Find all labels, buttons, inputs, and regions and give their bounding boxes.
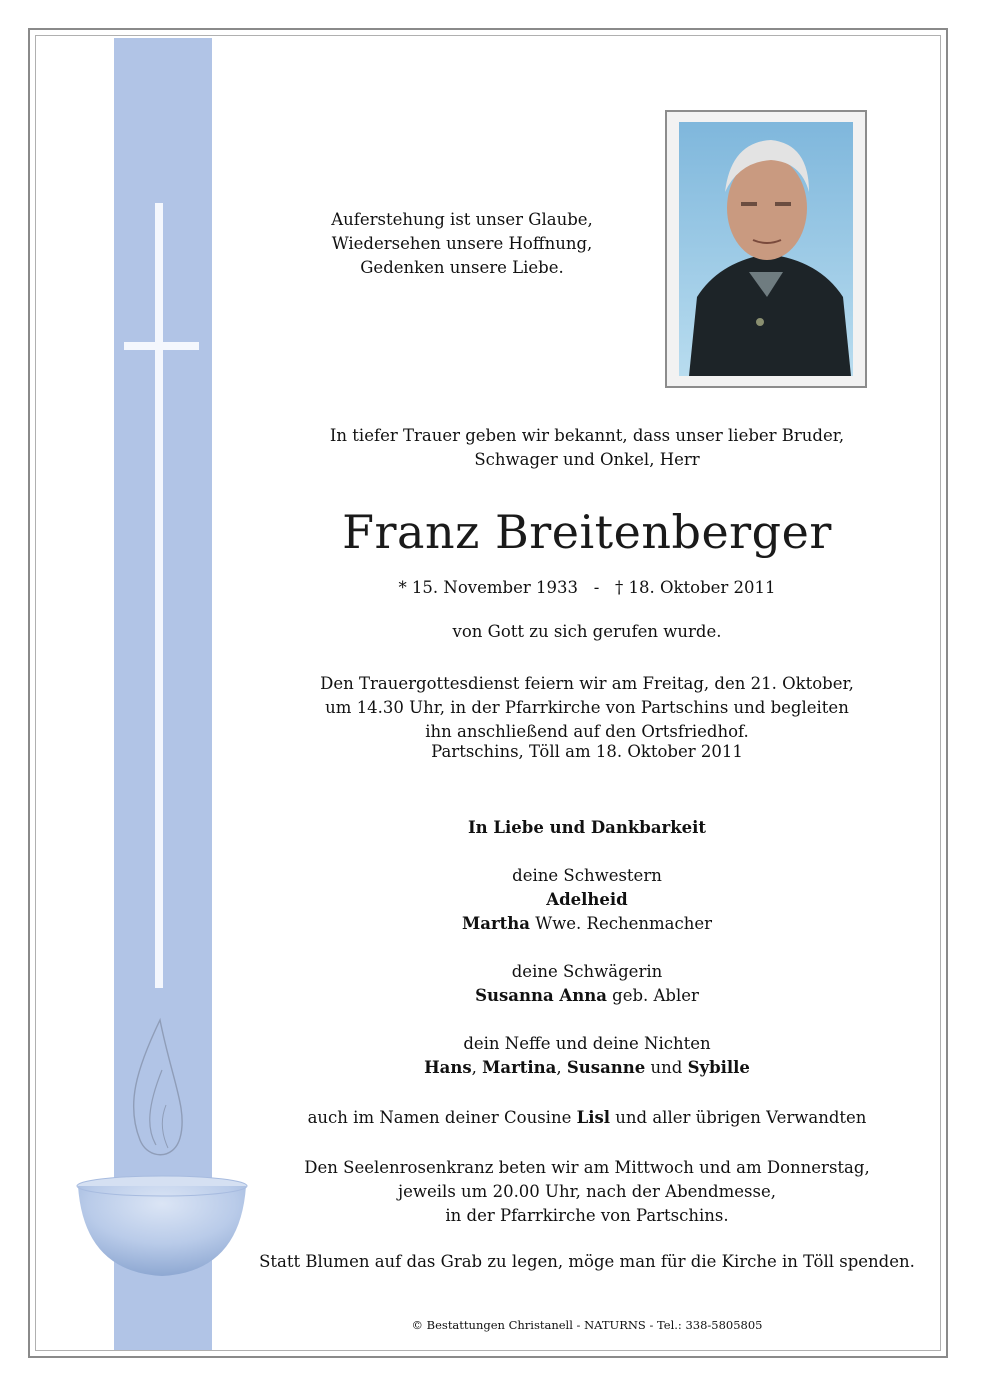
place-date [252,740,922,764]
quote-line: Auferstehung ist unser Glaube, [331,210,593,229]
quote-line: Gedenken unsere Liebe. [360,258,564,277]
gratitude-line: In Liebe und Dankbarkeit [467,818,707,837]
service-line: Den Trauergottesdienst feiern wir am Freitag, den 21. Oktober, [320,674,854,693]
sister-in-law-name: Susanna Anna [475,986,607,1005]
sister-in-law-section [252,960,922,1008]
cousin-line [252,1106,922,1130]
nephews-label: dein Neffe und deine Nichten [463,1034,711,1053]
rosary-line: Den Seelenrosenkranz beten wir am Mittwoch und am Donnerstag, [304,1158,870,1177]
rosary-line: in der Pfarrkirche von Partschins. [445,1206,729,1225]
portrait-frame [665,110,867,388]
niece-name: Sybille [687,1058,750,1077]
intro-line: In tiefer Trauer geben wir bekannt, dass unser lieber Bruder, [329,426,845,445]
called-line: von Gott zu sich gerufen wurde. [452,622,722,641]
nephew-name: Hans [424,1058,472,1077]
donation-line: Statt Blumen auf das Grab zu legen, möge man für die Kirche in Töll spenden. [259,1252,915,1271]
cross-icon [155,203,163,988]
sisters-label: deine Schwestern [512,866,662,885]
cousin-post: und aller übrigen Verwandten [610,1108,867,1127]
nephews-section [252,1032,922,1080]
sister-entry [252,912,922,936]
intro-line: Schwager und Onkel, Herr [474,450,700,469]
rosary-line: jeweils um 20.00 Uhr, nach der Abendmesse, [398,1182,776,1201]
service-line: ihn anschließend auf den Ortsfriedhof. [425,722,749,741]
sister-in-law-label: deine Schwägerin [511,962,663,981]
sister-name: Adelheid [546,890,628,909]
donation-note [252,1250,922,1274]
sister-name: Martha [461,914,530,933]
called-text [252,620,922,644]
announcement-intro [252,424,922,472]
nephews-names [252,1056,922,1080]
sister-in-law-suffix: geb. Abler [606,986,699,1005]
life-dates: * 15. November 1933 - † 18. Oktober 2011 [398,578,776,597]
niece-name: Susanne [566,1058,646,1077]
cousin-pre: auch im Namen deiner Cousine [307,1108,577,1127]
service-line: um 14.30 Uhr, in der Pfarrkirche von Partschins und begleiten [325,698,849,717]
memorial-quote [292,208,632,280]
place-date-line: Partschins, Töll am 18. Oktober 2011 [431,742,743,761]
niece-name: Martina [482,1058,557,1077]
separator: , [556,1058,567,1077]
cousin-section [252,1106,922,1130]
portrait-photo [679,122,853,376]
separator: und [645,1058,688,1077]
sister-in-law-entry [252,984,922,1008]
service-info [252,672,922,744]
eternal-light-icon [76,1010,248,1280]
sister-suffix: Wwe. Rechenmacher [529,914,712,933]
separator: , [471,1058,483,1077]
cross-beam [124,342,199,350]
cousin-name: Lisl [576,1108,611,1127]
gratitude-heading [252,816,922,840]
quote-line: Wiedersehen unsere Hoffnung, [331,234,593,253]
funeral-home-footer: © Bestattungen Christanell - NATURNS - Tel.: 338-5805805 [411,1318,763,1332]
deceased-name: Franz Breitenberger [342,505,832,559]
sisters-section [252,864,922,936]
rosary-info [252,1156,922,1228]
